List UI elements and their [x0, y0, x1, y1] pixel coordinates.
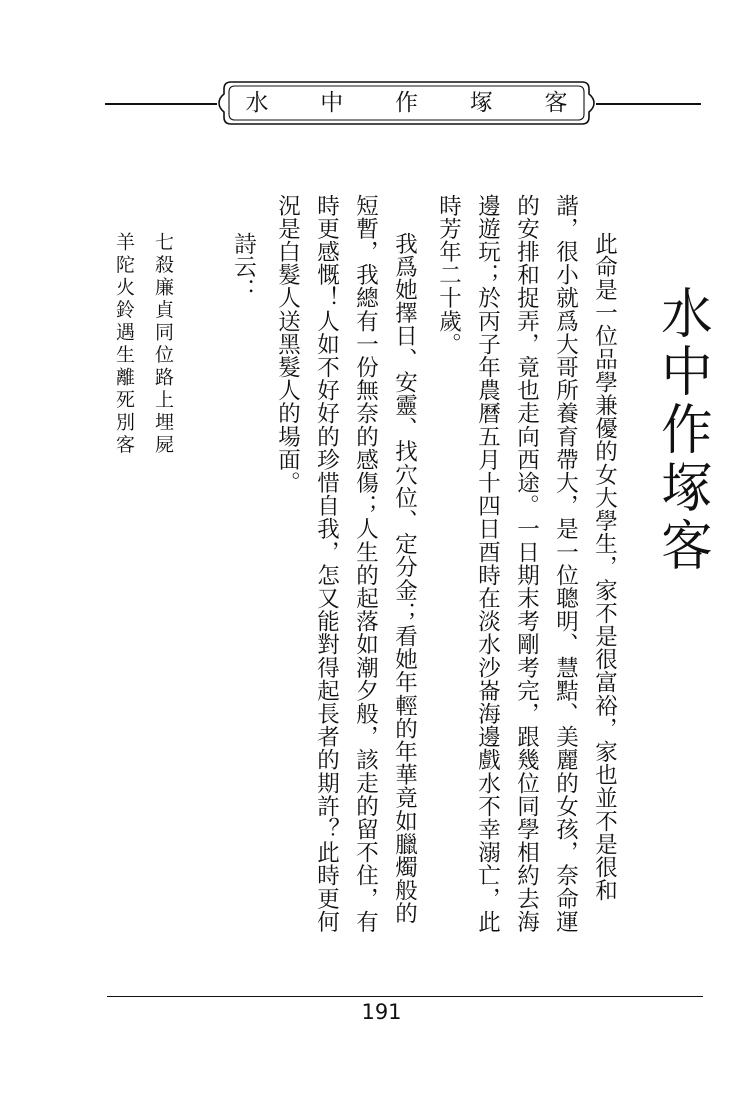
paragraph-column: 時芳年二十歲。 [435, 194, 462, 356]
paragraph-column: 諧，很小就爲大哥所養育帶大，是一位聰明、慧黠、美麗的女孩，奈命運 [552, 194, 579, 934]
header-title [237, 88, 576, 118]
footer-rule [107, 996, 703, 997]
paragraph-column: 我爲她擇日、安靈、找穴位、定分金；看她年輕的年華竟如臘燭般的 [391, 232, 418, 925]
header-char: 塚 [469, 90, 493, 116]
chapter-title: 水中作塚客 [653, 285, 713, 575]
running-header [217, 80, 596, 126]
header-char: 客 [544, 90, 568, 116]
poem-intro: 詩云： [230, 232, 257, 302]
header-char: 水 [245, 90, 269, 116]
page-number: 191 [361, 1000, 402, 1024]
paragraph-column: 時更感慨！人如不好好的珍惜自我，怎又能對得起長者的期許？此時更何 [313, 194, 340, 934]
paragraph-column: 此命是一位品學兼優的女大學生，家不是很富裕，家也並不是很和 [591, 232, 618, 902]
paragraph-column: 邊遊玩；於丙子年農曆五月十四日酉時在淡水沙崙海邊戲水不幸溺亡，此 [474, 194, 501, 934]
poem-line: 七殺廉貞同位路上埋屍 [152, 232, 174, 457]
paragraph-column: 況是白髮人送黑髮人的場面。 [274, 194, 301, 495]
header-rule-left [105, 103, 217, 105]
paragraph-column: 短暫，我總有一份無奈的感傷；人生的起落如潮夕般，該走的留不住，有 [352, 194, 379, 934]
paragraph-column: 的安排和捉弄，竟也走向西途。一日期末考剛考完，跟幾位同學相約去海 [513, 194, 540, 934]
header-rule-right [596, 103, 701, 105]
header-char: 作 [395, 90, 418, 116]
poem-line: 羊陀火鈴遇生離死別客 [113, 232, 135, 457]
header-char: 中 [320, 90, 344, 116]
